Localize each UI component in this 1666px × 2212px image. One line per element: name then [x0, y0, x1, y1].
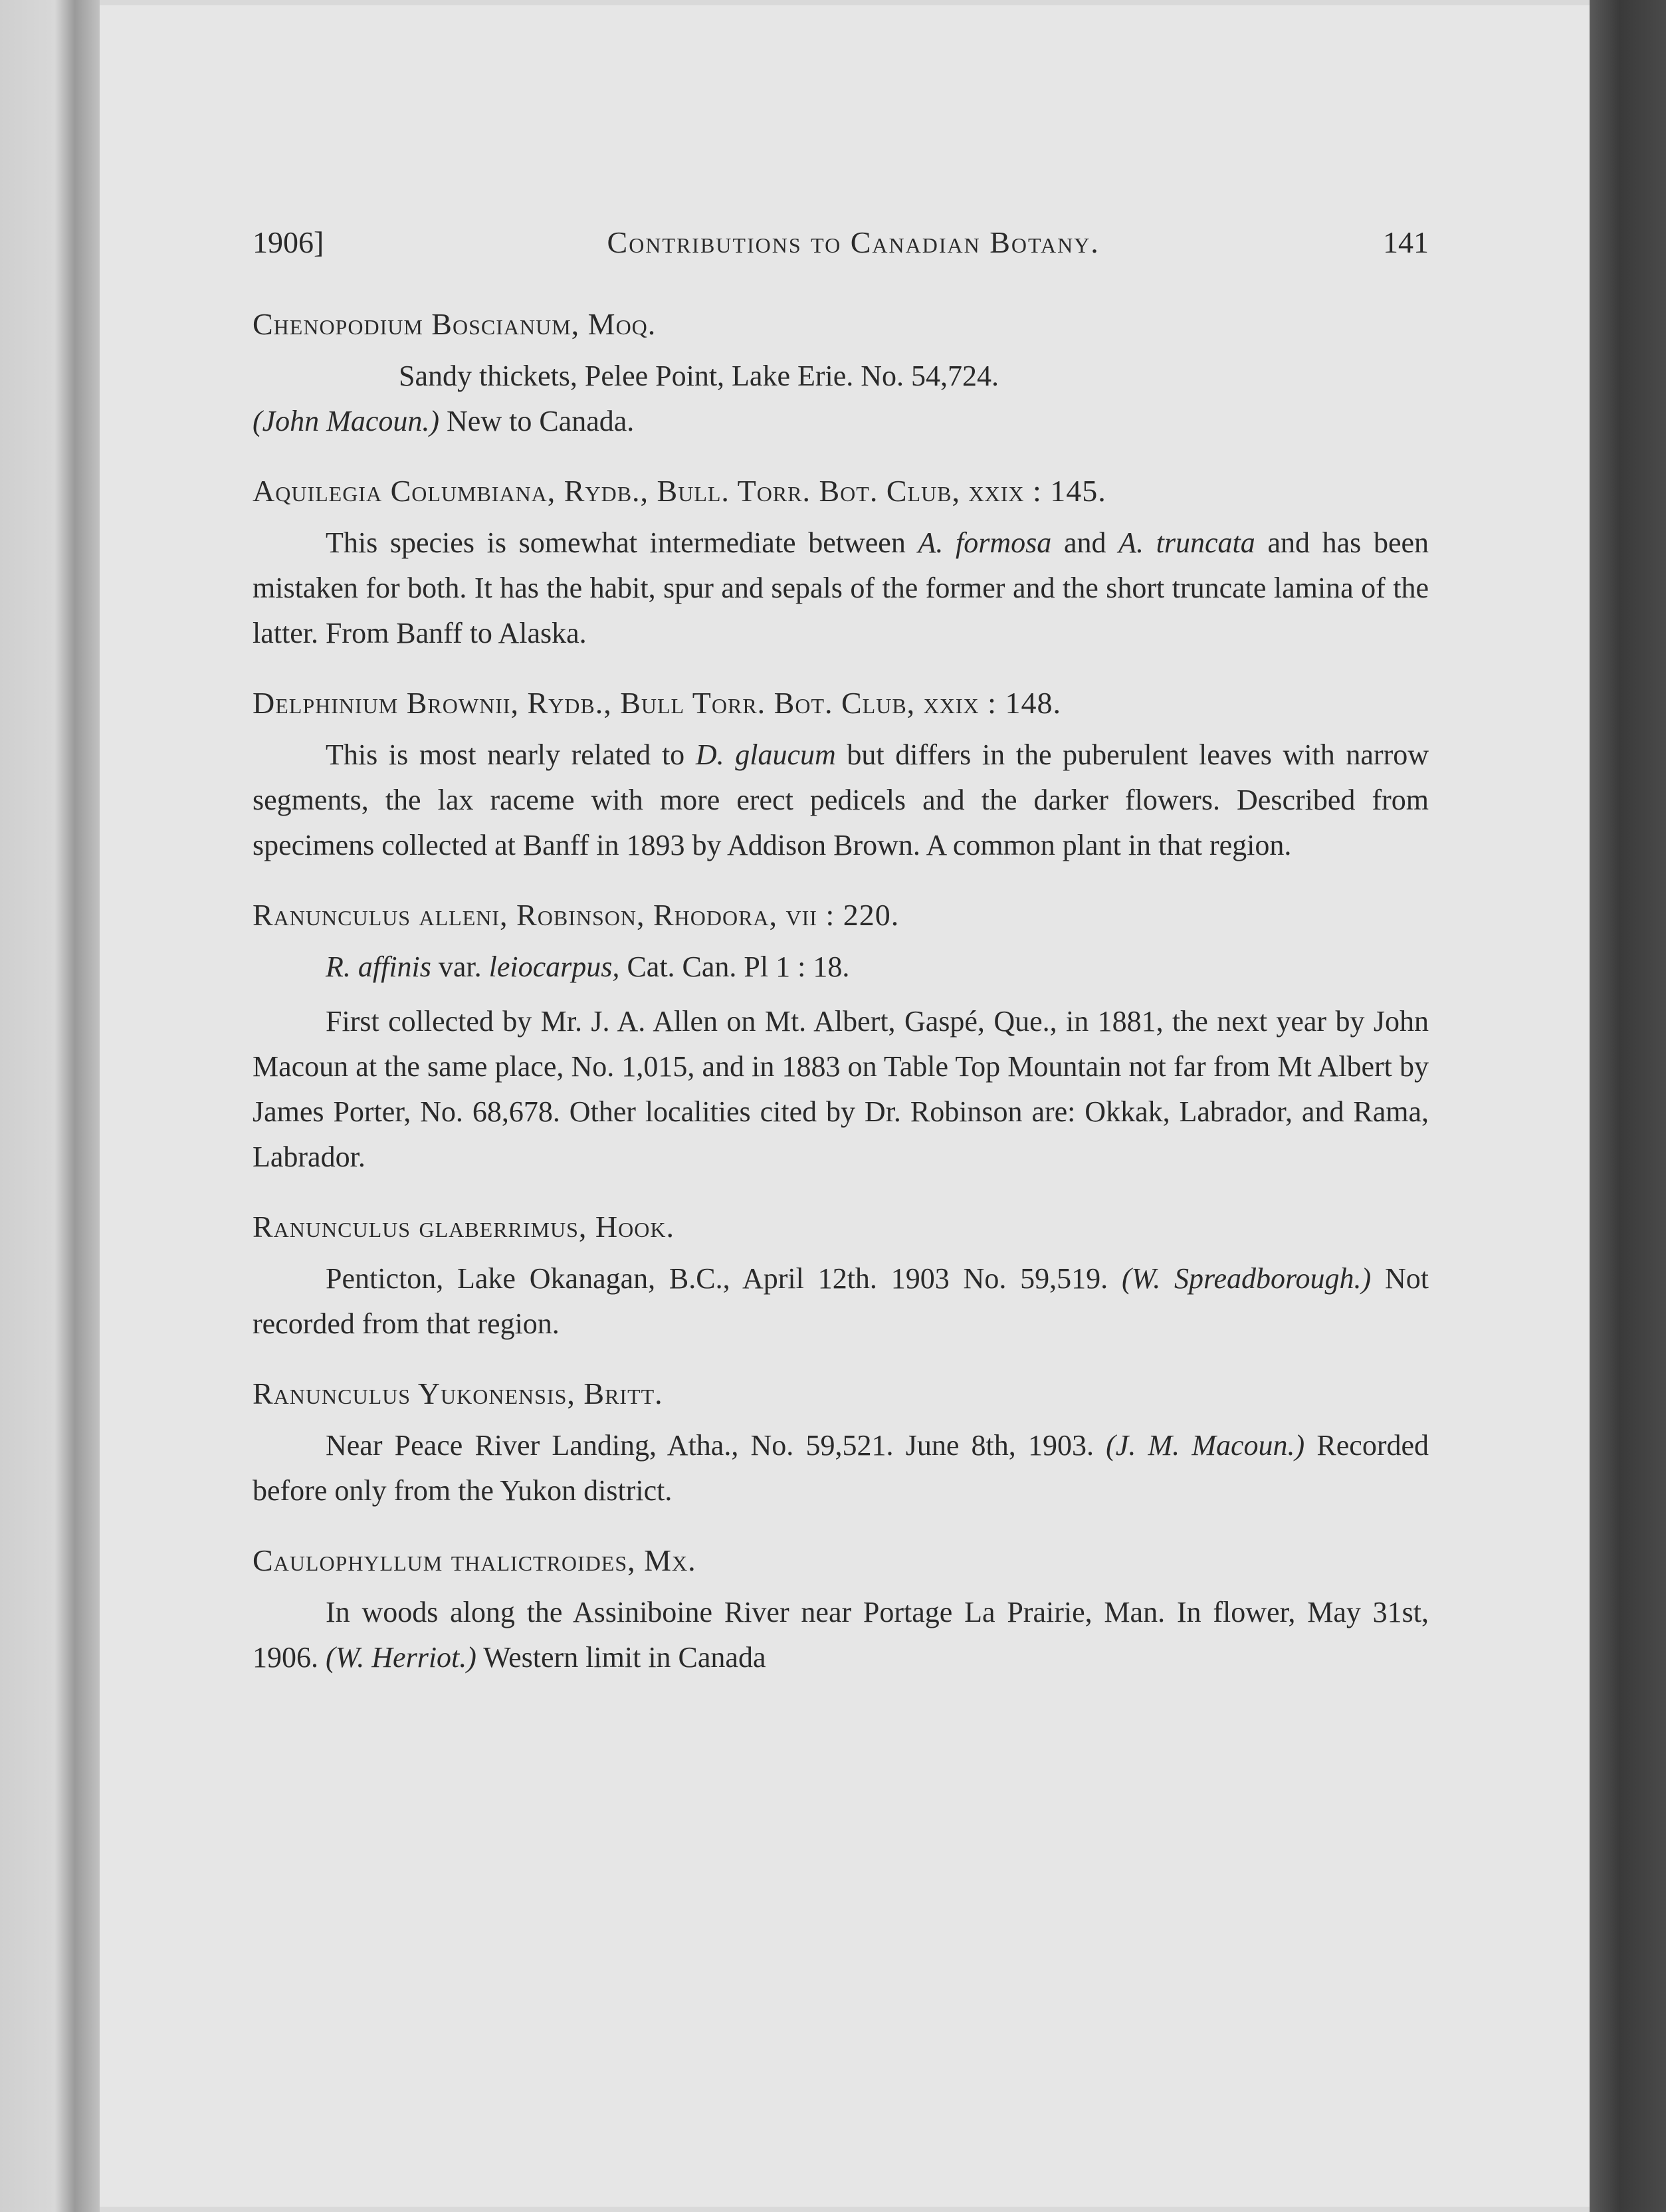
species-heading — [253, 685, 1429, 720]
taxon-name: D. glaucum — [695, 738, 836, 771]
entry-paragraph — [253, 520, 1429, 656]
species-name: Ranunculus glaberrimus — [253, 1210, 579, 1244]
collector-name: (W. Spreadborough.) — [1121, 1262, 1372, 1295]
paragraph-text: and has been mistaken for both. It has the habit, spur and sepals of the former and the short truncate lamina of the latter. From Banff to Alaska. — [253, 526, 1429, 649]
paragraph-text: Penticton, Lake Okanagan, B.C., April 12th. 1903 No. 59,519. — [326, 1262, 1122, 1295]
collector-name: (John Macoun.) — [253, 405, 440, 437]
species-entry — [253, 1376, 1429, 1513]
entry-paragraph — [253, 999, 1429, 1180]
collector-name: (J. M. Macoun.) — [1106, 1429, 1305, 1462]
entry-paragraph — [253, 732, 1429, 868]
taxon-name: A. truncata — [1118, 526, 1255, 559]
paragraph-text: var. — [431, 950, 489, 983]
species-author: , Rydb., Bull Torr. Bot. Club, xxix : 148. — [510, 686, 1061, 720]
paragraph-text: Near Peace River Landing, Atha., No. 59,521. June 8th, 1903. — [326, 1429, 1106, 1462]
book-page — [100, 5, 1590, 2207]
species-entry — [253, 306, 1429, 444]
species-author: , Moq. — [571, 307, 657, 341]
species-heading — [253, 1209, 1429, 1244]
species-author: , Robinson, Rhodora, vii : 220. — [500, 898, 900, 932]
taxon-name: A. formosa — [918, 526, 1052, 559]
species-author: , Britt. — [567, 1377, 663, 1410]
header-title: Contributions to Canadian Botany. — [607, 225, 1100, 259]
species-heading — [253, 897, 1429, 933]
scan-border — [1590, 0, 1666, 2212]
species-author: , Rydb., Bull. Torr. Bot. Club, xxix : 145. — [547, 474, 1106, 508]
header-year: 1906] — [253, 225, 324, 259]
collector-name: (W. Herriot.) — [326, 1641, 476, 1674]
paragraph-text: In woods along the Assiniboine River near Portage La Prairie, Man. In flower, May 31st, 1906. — [253, 1596, 1429, 1674]
paragraph-text: Cat. Can. Pl 1 : 18. — [619, 950, 850, 983]
species-name: Delphinium Brownii — [253, 686, 511, 720]
species-author: , Hook. — [578, 1210, 675, 1244]
entry-paragraph — [253, 354, 1429, 444]
paragraph-text: This species is somewhat intermediate between — [326, 526, 918, 559]
paragraph-text: This is most nearly related to — [326, 738, 696, 771]
paragraph-text: Sandy thickets, Pelee Point, Lake Erie. No. 54,724. — [399, 360, 999, 392]
entry-paragraph — [253, 1590, 1429, 1680]
paragraph-text: Western limit in Canada — [476, 1641, 766, 1674]
species-name: Aquilegia Columbiana — [253, 474, 548, 508]
species-entry — [253, 897, 1429, 1180]
species-author: , Mx. — [627, 1543, 696, 1577]
species-heading — [253, 1376, 1429, 1411]
page-number: 141 — [1383, 225, 1429, 259]
species-name: Chenopodium Boscianum — [253, 307, 572, 341]
paragraph-text: Not recorded from that region. — [253, 1262, 1429, 1340]
page-gutter-shadow — [0, 0, 100, 2212]
species-entry — [253, 1209, 1429, 1347]
paragraph-text: First collected by Mr. J. A. Allen on Mt. Albert, Gaspé, Que., in 1881, the next year by John Macoun at the same place, No. 1,015, and in 1883 on Table Top Mountain not far from Mt Albert by James Porter, No. 68,678. Other localities cited by Dr. Robinson are: Okkak, Labrador, and Rama, Labrador. — [253, 1005, 1429, 1173]
species-name: Ranunculus Yukonensis — [253, 1377, 568, 1410]
paragraph-text: New to Canada. — [439, 405, 635, 437]
page-content — [253, 225, 1429, 1710]
taxon-name: leiocarpus, — [488, 950, 620, 983]
species-heading — [253, 306, 1429, 342]
paragraph-text: but differs in the puberulent leaves with narrow segments, the lax raceme with more erect pedicels and the darker flowers. Described from specimens collected at Banff in 1893 by Addison Brown. A common plant in that region. — [253, 738, 1429, 861]
species-entry — [253, 1543, 1429, 1680]
paragraph-text: and — [1051, 526, 1119, 559]
entry-paragraph — [253, 1256, 1429, 1347]
paragraph-text: Recorded before only from the Yukon district. — [253, 1429, 1429, 1507]
synonym-line — [253, 944, 1429, 990]
species-name: Ranunculus alleni — [253, 898, 500, 932]
species-entry — [253, 685, 1429, 868]
taxon-name: R. affinis — [326, 950, 431, 983]
species-heading — [253, 473, 1429, 508]
entry-paragraph — [253, 1423, 1429, 1513]
running-header — [253, 225, 1429, 260]
species-entry — [253, 473, 1429, 656]
species-heading — [253, 1543, 1429, 1578]
species-name: Caulophyllum thalictroides — [253, 1543, 628, 1577]
